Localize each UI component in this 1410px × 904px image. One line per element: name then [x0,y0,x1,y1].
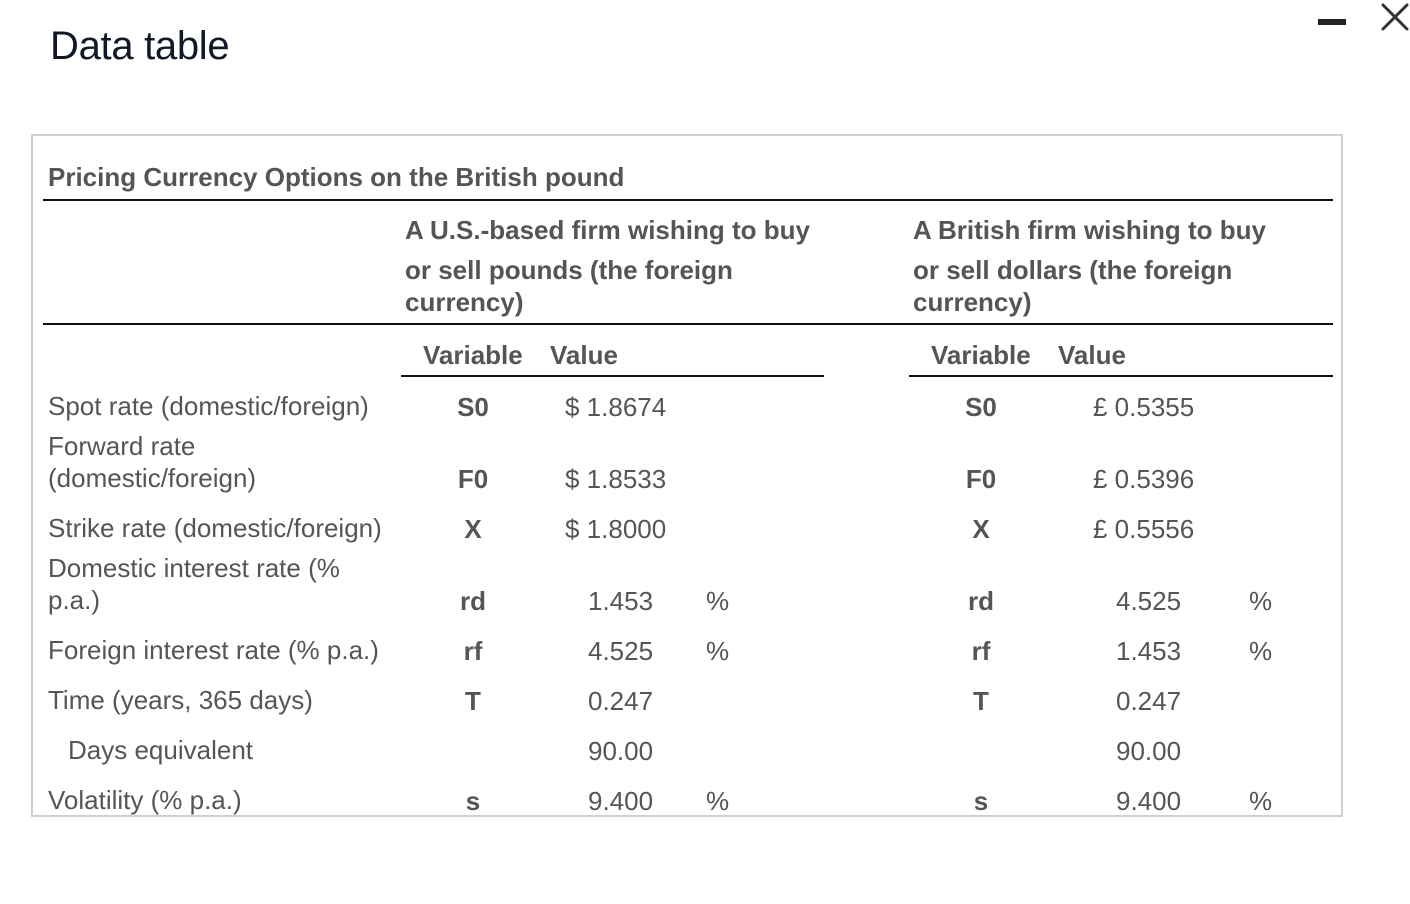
uk-variable: F0 [965,464,997,494]
uk-variable: T [973,686,989,716]
uk-variable: X [972,514,990,544]
us-variable: rd [460,586,486,616]
uk-column-header-rule [909,375,1333,377]
us-value: 0.247 [588,686,654,716]
uk-variable: S0 [965,392,997,422]
uk-variable-header: Variable [931,340,1031,370]
uk-percent-sign: % [1249,586,1273,616]
uk-value: £ 0.5355 [1093,392,1195,422]
close-icon[interactable] [1380,2,1410,32]
row-label: Domestic interest rate (% p.a.) [48,553,340,615]
us-value: $ 1.8533 [565,464,667,494]
us-value: $ 1.8000 [565,514,667,544]
uk-variable: rd [968,586,994,616]
us-variable: F0 [457,464,489,494]
us-variable: s [465,786,481,816]
uk-value: £ 0.5556 [1093,514,1195,544]
us-variable-header: Variable [423,340,523,370]
table-caption: Pricing Currency Options on the British pound [48,162,625,192]
row-label: Days equivalent [68,735,253,765]
uk-percent-sign: % [1249,636,1273,666]
uk-value: 0.247 [1116,686,1182,716]
us-percent-sign: % [706,786,730,816]
uk-value: 4.525 [1116,586,1182,616]
uk-value: £ 0.5396 [1093,464,1195,494]
uk-percent-sign: % [1249,786,1273,816]
uk-variable: rf [971,636,991,666]
row-label: Foreign interest rate (% p.a.) [48,635,379,665]
us-variable: rf [463,636,483,666]
us-value-header: Value [550,340,618,370]
us-value: 1.453 [588,586,654,616]
us-column-header-rule [401,375,824,377]
us-value: 90.00 [588,736,654,766]
us-percent-sign: % [706,636,730,666]
us-variable: X [464,514,482,544]
uk-value-header: Value [1058,340,1126,370]
us-variable: S0 [457,392,489,422]
row-label: Forward rate (domestic/foreign) [48,431,257,493]
caption-rule [43,199,1333,201]
row-label: Strike rate (domestic/foreign) [48,513,382,543]
row-label: Time (years, 365 days) [48,685,313,715]
us-variable: T [465,686,481,716]
data-table-panel [31,134,1343,817]
minimize-icon[interactable] [1318,14,1346,30]
us-value: 9.400 [588,786,654,816]
us-percent-sign: % [706,586,730,616]
row-label: Spot rate (domestic/foreign) [48,391,369,421]
us-firm-group-header: A U.S.-based firm wishing to buy or sell pounds (the foreign currency) [405,215,810,317]
us-value: $ 1.8674 [565,392,667,422]
dialog-title: Data table [50,24,230,68]
group-header-rule [43,323,1333,325]
uk-variable: s [973,786,989,816]
uk-value: 1.453 [1116,636,1182,666]
uk-firm-group-header: A British firm wishing to buy or sell dollars (the foreign currency) [913,215,1266,317]
uk-value: 9.400 [1116,786,1182,816]
us-value: 4.525 [588,636,654,666]
row-label: Volatility (% p.a.) [48,785,242,815]
uk-value: 90.00 [1116,736,1182,766]
